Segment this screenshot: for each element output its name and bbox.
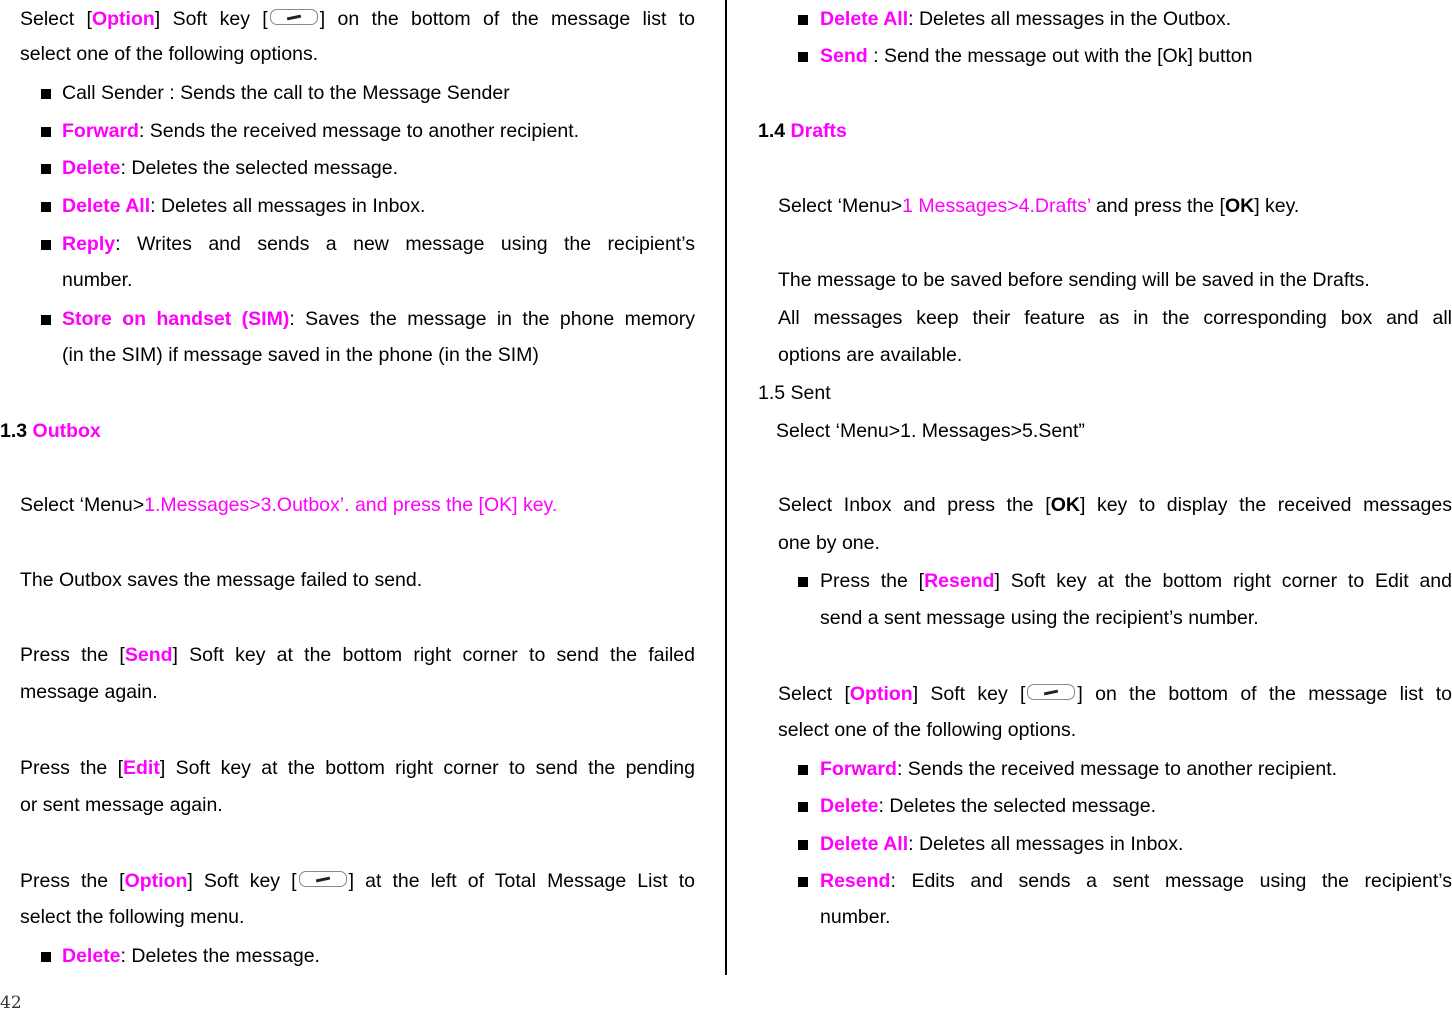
drafts-select-instruction: Select ‘Menu>1 Messages>4.Drafts’ and press the [OK] key. — [778, 195, 1300, 217]
option-delete: Delete: Deletes the selected message. — [62, 157, 399, 179]
send-paragraph: Press the [Send] Soft key at the bottom right corner to send the failed — [20, 644, 695, 666]
option-key-icon — [299, 871, 347, 887]
sent-option-delete: Delete: Deletes the selected message. — [820, 795, 1157, 817]
option-reply-line2: number. — [62, 269, 133, 291]
sent-option-delete-all: Delete All: Deletes all messages in Inbox. — [820, 833, 1184, 855]
drafts-description-2b: options are available. — [778, 344, 963, 366]
bullet-icon — [41, 202, 51, 212]
drafts-description-2: All messages keep their feature as in the corresponding box and all — [778, 307, 1452, 329]
outbox-select-instruction: Select ‘Menu>1.Messages>3.Outbox’. and press the [OK] key. — [20, 494, 558, 516]
bullet-icon — [41, 127, 51, 137]
bullet-icon — [41, 164, 51, 174]
option-key-icon — [270, 9, 318, 25]
option-store-line2: (in the SIM) if message saved in the phone (in the SIM) — [62, 344, 539, 366]
outbox-description: The Outbox saves the message failed to send. — [20, 569, 423, 591]
drafts-description: The message to be saved before sending will be saved in the Drafts. — [778, 269, 1370, 291]
bullet-icon — [41, 240, 51, 250]
bullet-icon — [798, 765, 808, 775]
option-reply: Reply: Writes and sends a new message using the recipient’s — [62, 233, 695, 255]
option-intro-line2: select one of the following options. — [20, 43, 319, 65]
edit-paragraph-line2: or sent message again. — [20, 794, 223, 816]
sent-option-forward: Forward: Sends the received message to another recipient. — [820, 758, 1338, 780]
bullet-icon — [798, 577, 808, 587]
sent-heading: 1.5 Sent — [758, 382, 831, 404]
bullet-icon — [41, 315, 51, 325]
bullet-icon — [41, 952, 51, 962]
sent-option-resend: Resend: Edits and sends a sent message using the recipient’s — [820, 870, 1452, 892]
bullet-icon — [798, 877, 808, 887]
column-divider — [725, 0, 727, 975]
option-key-icon — [1027, 684, 1075, 700]
bullet-icon — [41, 89, 51, 99]
bullet-icon — [798, 52, 808, 62]
bullet-icon — [798, 802, 808, 812]
option-paragraph: Press the [Option] Soft key [ ] at the left of Total Message List to — [20, 870, 695, 892]
bullet-icon — [798, 840, 808, 850]
sent-select-instruction: Select ‘Menu>1. Messages>5.Sent” — [776, 420, 1085, 442]
outbox-option-send: Send : Send the message out with the [Ok] button — [820, 45, 1253, 67]
sent-option-resend-line2: number. — [820, 906, 891, 928]
option-call-sender: Call Sender : Sends the call to the Message Sender — [62, 82, 510, 104]
option-forward: Forward: Sends the received message to another recipient. — [62, 120, 580, 142]
resend-bullet: Press the [Resend] Soft key at the bottom right corner to Edit and — [820, 570, 1452, 592]
page-number: 42 — [0, 993, 22, 1013]
send-paragraph-line2: message again. — [20, 681, 158, 703]
bullet-icon — [798, 15, 808, 25]
outbox-option-delete: Delete: Deletes the message. — [62, 945, 320, 967]
sent-option-intro-line1: Select [Option] Soft key [ ] on the bottom of the message list to — [778, 683, 1452, 705]
outbox-option-delete-all: Delete All: Deletes all messages in the Outbox. — [820, 8, 1232, 30]
option-store-on-handset: Store on handset (SIM): Saves the message in the phone memory — [62, 308, 695, 330]
sent-paragraph-line2: one by one. — [778, 532, 880, 554]
sent-option-intro-line2: select one of the following options. — [778, 719, 1077, 741]
drafts-heading: 1.4 Drafts — [758, 120, 847, 142]
option-delete-all: Delete All: Deletes all messages in Inbox. — [62, 195, 426, 217]
option-paragraph-line2: select the following menu. — [20, 906, 245, 928]
sent-paragraph: Select Inbox and press the [OK] key to display the received messages — [778, 494, 1452, 516]
outbox-heading: 1.3 Outbox — [0, 420, 101, 442]
edit-paragraph: Press the [Edit] Soft key at the bottom right corner to send the pending — [20, 757, 695, 779]
resend-bullet-line2: send a sent message using the recipient’s number. — [820, 607, 1259, 629]
option-intro-line1: Select [Option] Soft key [ ] on the bottom of the message list to — [20, 8, 695, 30]
